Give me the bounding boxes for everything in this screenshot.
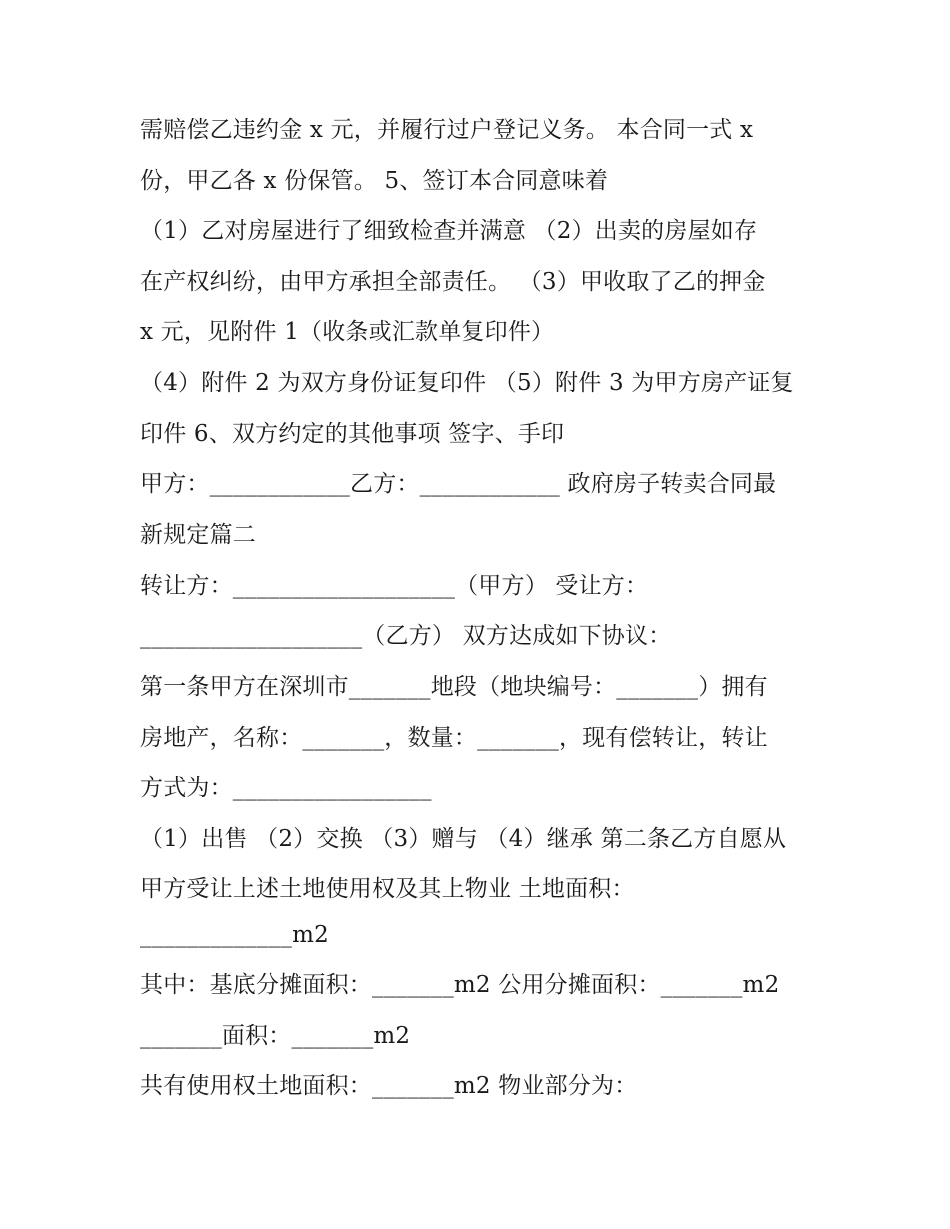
- text-line: ___________________（乙方） 双方达成如下协议：: [140, 623, 672, 649]
- text-line: 新规定篇二: [140, 522, 256, 548]
- text-line: 房地产，名称：_______，数量：_______，现有偿转让，转让: [140, 725, 768, 751]
- text-line: 共有使用权土地面积：_______m2 物业部分为：: [140, 1073, 638, 1099]
- text-line: 份，甲乙各 x 份保管。 5、签订本合同意味着: [140, 168, 609, 194]
- text-line: 第一条甲方在深圳市_______地段（地块编号：_______）拥有: [140, 674, 768, 700]
- text-line: 甲方受让上述土地使用权及其上物业 土地面积：: [140, 876, 635, 902]
- text-line: （1）出售 （2）交换 （3）赠与 （4）继承 第二条乙方自愿从: [140, 826, 787, 852]
- text-line: 方式为：_________________: [140, 775, 432, 801]
- text-line: 其中：基底分摊面积：_______m2 公用分摊面积：_______m2: [140, 972, 780, 998]
- text-line: 转让方：___________________（甲方） 受让方：: [140, 573, 649, 599]
- text-line: （1）乙对房屋进行了细致检查并满意 （2）出卖的房屋如存: [140, 218, 758, 244]
- text-line: _____________m2: [140, 922, 329, 948]
- text-line: 在产权纠纷，由甲方承担全部责任。 （3）甲收取了乙的押金: [140, 269, 766, 295]
- text-line: _______面积：_______m2: [140, 1023, 411, 1049]
- text-line: （4）附件 2 为双方身份证复印件 （5）附件 3 为甲方房产证复: [140, 370, 794, 396]
- text-line: x 元，见附件 1（收条或汇款单复印件）: [140, 319, 555, 345]
- text-line: 甲方：____________乙方：____________ 政府房子转卖合同最: [140, 471, 777, 497]
- text-line: 需赔偿乙违约金 x 元，并履行过户登记义务。 本合同一式 x: [140, 117, 754, 143]
- text-line: 印件 6、双方约定的其他事项 签字、手印: [140, 421, 565, 447]
